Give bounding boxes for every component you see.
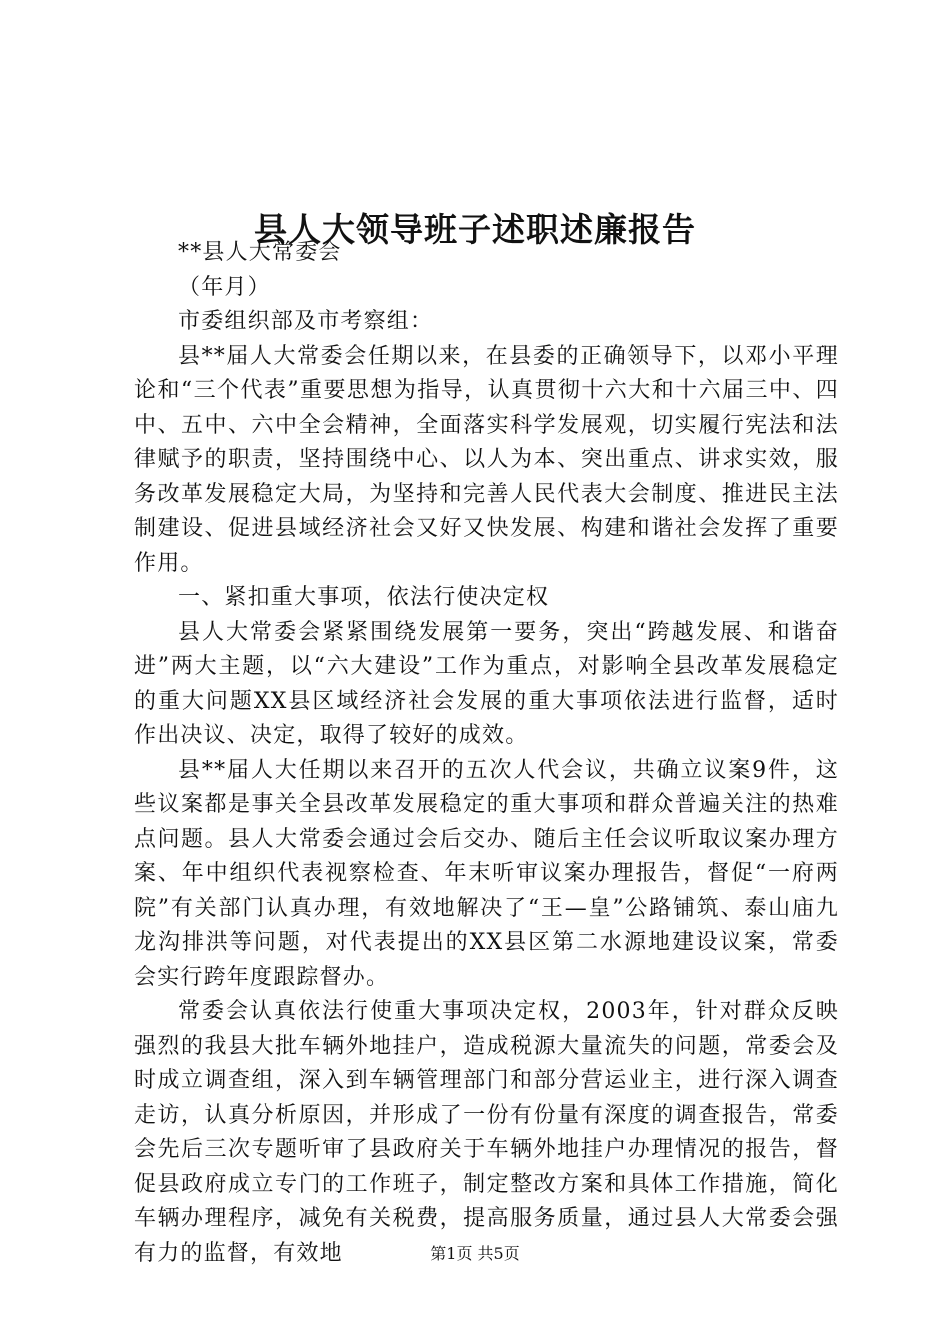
salutation: 市委组织部及市考察组： — [178, 309, 434, 334]
body-paragraph: 县人大常委会紧紧围绕发展第一要务，突出“跨越发展、和谐奋进”两大主题，以“六大建设”工作为重点，对影响全县改革发展稳定的重大问题XX县区域经济社会发展的重大事项依法进行监督，适时作出决议、决定，取得了较好的成效。 — [134, 619, 839, 748]
body-paragraph: 县**届人大任期以来召开的五次人代会议，共确立议案9件，这些议案都是事关全县改革发展稳定的重大事项和群众普遍关注的热难点问题。县人大常委会通过会后交办、随后主任会议听取议案办理方案、年中组织代表视察检查、年末听审议案办理报告，督促“一府两院”有关部门认真办理，有效地解决了“王—皇”公路铺筑、泰山庙九龙沟排洪等问题，对代表提出的XX县区第二水源地建设议案，常委会实行跨年度跟踪督办。 — [134, 757, 839, 990]
body-paragraph: 常委会认真依法行使重大事项决定权，2003年，针对群众反映强烈的我县大批车辆外地挂户，造成税源大量流失的问题，常委会及时成立调查组，深入到车辆管理部门和部分营运业主，进行深入调查走访，认真分析原因，并形成了一份有份量有深度的调查报告，常委会先后三次专题听审了县政府关于车辆外地挂户办理情况的报告，督促县政府成立专门的工作班子，制定整改方案和具体工作措施，简化车辆办理程序，减免有关税费，提高服务质量，通过县人大常委会强有力的监督，有效地 — [134, 999, 839, 1266]
date-line: （年月） — [178, 274, 271, 300]
body-paragraph: 县**届人大常委会任期以来，在县委的正确领导下，以邓小平理论和“三个代表”重要思想为指导，认真贯彻十六大和十六届三中、四中、五中、六中全会精神，全面落实科学发展观，切实履行宪法和法律赋予的职责，坚持围绕中心、以人为本、突出重点、讲求实效，服务改革发展稳定大局，为坚持和完善人民代表大会制度、推进民主法制建设、促进县域经济社会又好又快发展、构建和谐社会发挥了重要作用。 — [134, 343, 839, 576]
document-title: 县人大领导班子述职述廉报告 — [254, 210, 696, 250]
issuer-line: **县人大常委会 — [178, 240, 342, 265]
section-heading: 一、紧扣重大事项，依法行使决定权 — [178, 585, 550, 610]
document-body — [134, 236, 839, 1271]
page-footer: 第1页 共5页 — [430, 1244, 520, 1263]
